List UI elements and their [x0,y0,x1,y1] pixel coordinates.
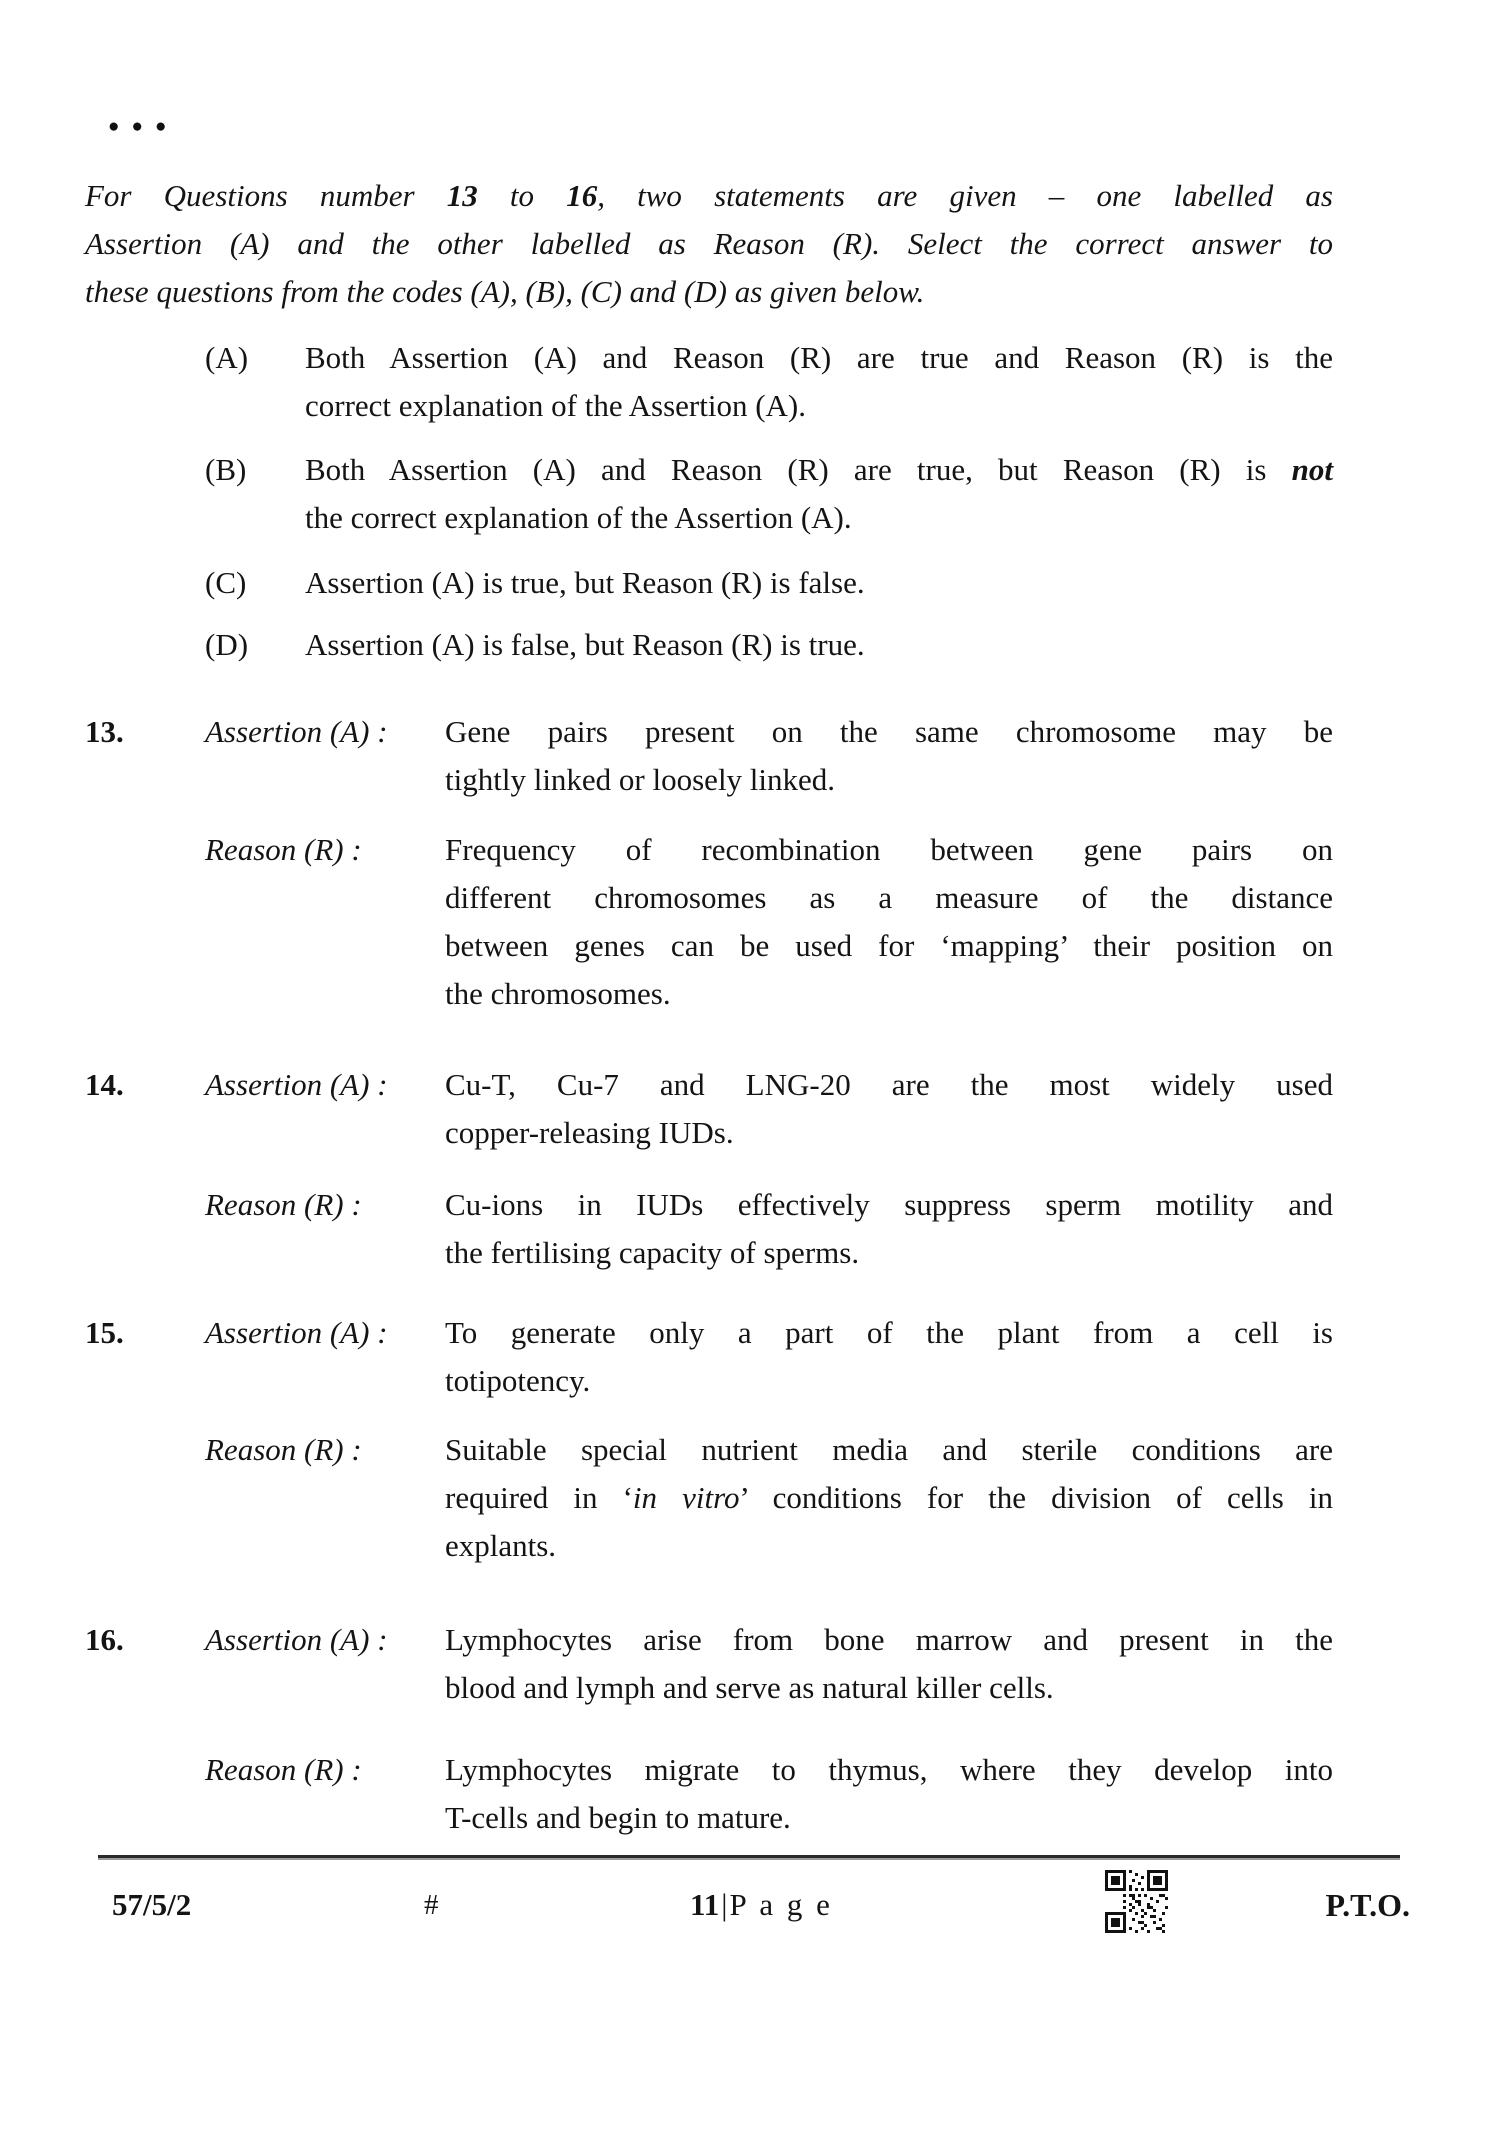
page-content [85,112,1333,1842]
reason-text-part: ’ conditions for the division of cells in [739,1480,1333,1515]
reason-label: Reason (R) : [205,1752,362,1787]
assertion-line: totipotency. [445,1363,591,1398]
assertion-line: Lymphocytes arise from bone marrow and present in the [445,1622,1333,1657]
spacer [85,826,205,1018]
instructions-text: , two statements are given – one labelled as [597,178,1333,213]
question-16-number: 16. [85,1622,124,1657]
option-a-line-2: correct explanation of the Assertion (A). [305,388,806,423]
instructions-text: to [477,178,567,213]
page-marker-dots: ●●● [108,116,179,137]
hash-mark: # [424,1889,439,1921]
instructions-line-1 [85,172,1333,220]
option-d-line-1: Assertion (A) is false, but Reason (R) is true. [305,627,865,662]
assertion-text [445,1061,1333,1157]
question-13 [85,708,1333,1018]
option-b-text: Both Assertion (A) and Reason (R) are true, but Reason (R) is [305,452,1292,487]
option-b-line-2: the correct explanation of the Assertion (A). [305,500,852,535]
reason-label: Reason (R) : [205,1187,362,1222]
option-text-a [305,334,1333,430]
reason-line: the chromosomes. [445,976,671,1011]
reason-line: T-cells and begin to mature. [445,1800,791,1835]
spacer [85,1181,205,1277]
option-a-line-1: Both Assertion (A) and Reason (R) are true and Reason (R) is the [305,340,1333,375]
page-number [690,1888,833,1922]
assertion-text [445,708,1333,804]
option-letter-d: (D) [205,627,249,662]
reason-text-part: required in ‘ [445,1480,633,1515]
latin-term: in vitro [632,1480,740,1515]
option-text-c [305,559,1333,607]
assertion-label: Assertion (A) : [205,1622,388,1657]
answer-code-d [205,621,1333,669]
exam-page [0,112,1505,1950]
reason-line: explants. [445,1528,557,1563]
reason-text [445,1746,1333,1842]
question-16-reason [85,1746,1333,1842]
option-letter-c: (C) [205,565,247,600]
reason-label: Reason (R) : [205,1432,362,1467]
question-15 [85,1309,1333,1570]
reason-text [445,1181,1333,1277]
question-14-reason [85,1181,1333,1277]
assertion-line: tightly linked or loosely linked. [445,762,836,797]
page-footer [85,1870,1420,1950]
reason-line: Lymphocytes migrate to thymus, where they develop into [445,1752,1333,1787]
option-c-line-1: Assertion (A) is true, but Reason (R) is false. [305,565,865,600]
question-13-assertion [85,708,1333,804]
reason-line: the fertilising capacity of sperms. [445,1235,860,1270]
page-word: P a g e [729,1887,833,1922]
question-range-start: 13 [446,178,478,213]
reason-line: Cu-ions in IUDs effectively suppress sperm motility and [445,1187,1333,1222]
page-number-value: 11 [690,1887,720,1922]
answer-code-b [205,446,1333,542]
reason-text [445,826,1333,1018]
option-text-b [305,446,1333,542]
reason-line: between genes can be used for ‘mapping’ their position on [445,928,1333,963]
answer-code-a [205,334,1333,430]
spacer [85,1746,205,1842]
question-15-assertion [85,1309,1333,1405]
option-letter-b: (B) [205,452,247,487]
reason-text [445,1426,1333,1570]
option-b-line-1 [305,446,1333,494]
assertion-text [445,1309,1333,1405]
question-14 [85,1061,1333,1277]
reason-line: different chromosomes as a measure of the distance [445,880,1333,915]
page-number-separator: | [721,1887,728,1922]
answer-code-c [205,559,1333,607]
assertion-line: Gene pairs present on the same chromosome may be [445,714,1333,749]
question-13-reason [85,826,1333,1018]
option-text-d [305,621,1333,669]
question-15-number: 15. [85,1315,124,1350]
question-15-reason [85,1426,1333,1570]
question-16-assertion [85,1616,1333,1712]
instructions-paragraph [85,172,1333,316]
question-13-number: 13. [85,714,124,749]
assertion-label: Assertion (A) : [205,714,388,749]
instructions-text: For Questions number [85,178,447,213]
qr-code-icon [1105,1870,1168,1933]
assertion-line: copper-releasing IUDs. [445,1115,734,1150]
reason-label: Reason (R) : [205,832,362,867]
question-16 [85,1616,1333,1842]
instructions-line-3: these questions from the codes (A), (B), (C) and (D) as given below. [85,274,925,309]
assertion-line: To generate only a part of the plant from a cell is [445,1315,1333,1350]
assertion-text [445,1616,1333,1712]
option-b-emphasis: not [1291,452,1333,487]
assertion-label: Assertion (A) : [205,1067,388,1102]
question-14-number: 14. [85,1067,124,1102]
pto-label: P.T.O. [1325,1887,1410,1923]
question-range-end: 16 [566,178,598,213]
reason-line: Frequency of recombination between gene pairs on [445,832,1333,867]
assertion-label: Assertion (A) : [205,1315,388,1350]
assertion-line: Cu-T, Cu-7 and LNG-20 are the most widely used [445,1067,1333,1102]
question-14-assertion [85,1061,1333,1157]
option-letter-a: (A) [205,340,249,375]
spacer [85,1426,205,1570]
paper-code: 57/5/2 [112,1887,192,1922]
reason-line [445,1474,1333,1522]
footer-divider [98,1855,1400,1860]
assertion-line: blood and lymph and serve as natural killer cells. [445,1670,1054,1705]
instructions-line-2: Assertion (A) and the other labelled as Reason (R). Select the correct answer to [85,226,1333,261]
reason-line: Suitable special nutrient media and sterile conditions are [445,1432,1333,1467]
